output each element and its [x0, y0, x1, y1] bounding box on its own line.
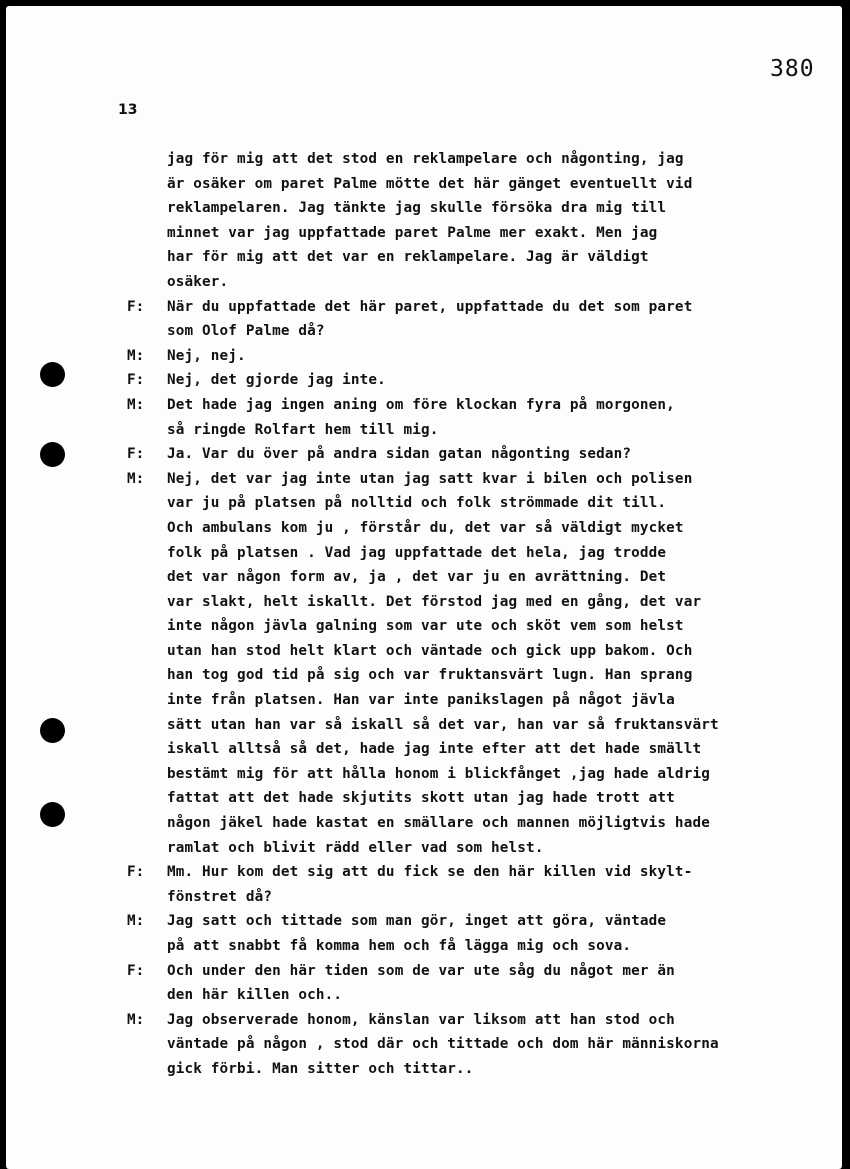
text-line: jag för mig att det stod en reklampelare och någonting, jag: [167, 151, 684, 167]
transcript-entry: [6, 344, 842, 369]
transcript-entry: [6, 393, 842, 442]
entry-text: [167, 442, 807, 467]
text-line: var slakt, helt iskallt. Det förstod jag med en gång, det var: [167, 593, 702, 610]
entry-text: [167, 860, 807, 909]
text-line: ramlat och blivit rädd eller vad som helst.: [167, 839, 544, 856]
text-line: reklampelaren. Jag tänkte jag skulle försöka dra mig till: [167, 200, 667, 217]
transcript: [6, 147, 842, 1082]
entry-text: [167, 344, 807, 369]
text-line: bestämt mig för att hålla honom i blickfånget ,jag hade aldrig: [167, 765, 710, 782]
transcript-entry: [6, 909, 842, 958]
entry-text: [167, 467, 807, 861]
transcript-entry: [6, 1008, 842, 1082]
section-number: 13: [118, 102, 138, 118]
text-line: Det hade jag ingen aning om före klockan fyra på morgonen,: [167, 396, 675, 413]
text-line: utan han stod helt klart och väntade och gick upp bakom. Och: [167, 642, 693, 659]
text-line: på att snabbt få komma hem och få lägga mig och sova.: [167, 938, 632, 954]
text-line: Jag satt och tittade som man gör, inget att göra, väntade: [167, 913, 667, 930]
speaker-label: M:: [127, 470, 145, 487]
transcript-entry: [6, 295, 842, 344]
text-line: var ju på platsen på nolltid och folk strömmade dit till.: [167, 495, 667, 512]
transcript-entry: [6, 860, 842, 909]
text-line: den här killen och..: [167, 987, 343, 1004]
text-line: gick förbi. Man sitter och tittar..: [167, 1060, 474, 1077]
text-line: osäker.: [167, 273, 229, 290]
text-line: sätt utan han var så iskall så det var, han var så fruktansvärt: [167, 716, 719, 733]
text-line: någon jäkel hade kastat en smällare och mannen möjligtvis hade: [167, 815, 710, 832]
text-line: minnet var jag uppfattade paret Palme mer exakt. Men jag: [167, 224, 658, 241]
text-line: Nej, nej.: [167, 347, 246, 364]
text-line: Nej, det gjorde jag inte.: [167, 372, 386, 389]
text-line: fönstret då?: [167, 888, 273, 905]
text-line: som Olof Palme då?: [167, 323, 325, 340]
speaker-label: M:: [127, 913, 145, 930]
entry-text: [167, 368, 807, 393]
entry-text: [167, 959, 807, 1008]
text-line: han tog god tid på sig och var fruktansvärt lugn. Han sprang: [167, 667, 693, 684]
text-line: så ringde Rolfart hem till mig.: [167, 421, 439, 438]
text-line: fattat att det hade skjutits skott utan jag hade trott att: [167, 790, 675, 807]
transcript-entry: [6, 467, 842, 861]
text-line: inte från platsen. Han var inte panikslagen på något jävla: [167, 692, 675, 709]
transcript-entry: [6, 442, 842, 467]
entry-text: [167, 147, 807, 295]
speaker-label: F:: [127, 372, 145, 389]
entry-text: [167, 909, 807, 958]
transcript-entry: [6, 147, 842, 295]
entry-text: [167, 295, 807, 344]
text-line: Nej, det var jag inte utan jag satt kvar i bilen och polisen: [167, 470, 693, 487]
transcript-entry: [6, 959, 842, 1008]
text-line: väntade på någon , stod där och tittade och dom här människorna: [167, 1036, 719, 1053]
page-number: 380: [770, 56, 815, 82]
speaker-label: M:: [127, 396, 145, 413]
text-line: Mm. Hur kom det sig att du fick se den här killen vid skylt-: [167, 864, 693, 881]
text-line: är osäker om paret Palme mötte det här gänget eventuellt vid: [167, 175, 693, 192]
speaker-label: F:: [127, 446, 145, 463]
transcript-entry: [6, 368, 842, 393]
speaker-label: M:: [127, 347, 145, 364]
text-line: har för mig att det var en reklampelare. Jag är väldigt: [167, 249, 649, 266]
speaker-label: F:: [127, 298, 145, 315]
text-line: Ja. Var du över på andra sidan gatan någonting sedan?: [167, 446, 632, 463]
text-line: iskall alltså så det, hade jag inte efter att det hade smällt: [167, 741, 702, 758]
text-line: Och under den här tiden som de var ute såg du något mer än: [167, 962, 675, 979]
text-line: Jag observerade honom, känslan var liksom att han stod och: [167, 1011, 675, 1028]
entry-text: [167, 1008, 807, 1082]
text-line: folk på platsen . Vad jag uppfattade det hela, jag trodde: [167, 544, 667, 561]
speaker-label: F:: [127, 864, 145, 881]
text-line: Och ambulans kom ju , förstår du, det var så väldigt mycket: [167, 519, 684, 536]
text-line: det var någon form av, ja , det var ju en avrättning. Det: [167, 569, 667, 586]
text-line: När du uppfattade det här paret, uppfattade du det som paret: [167, 298, 693, 315]
document-page: [6, 6, 842, 1169]
text-line: inte någon jävla galning som var ute och sköt vem som helst: [167, 618, 684, 635]
speaker-label: F:: [127, 962, 145, 979]
entry-text: [167, 393, 807, 442]
speaker-label: M:: [127, 1011, 145, 1028]
